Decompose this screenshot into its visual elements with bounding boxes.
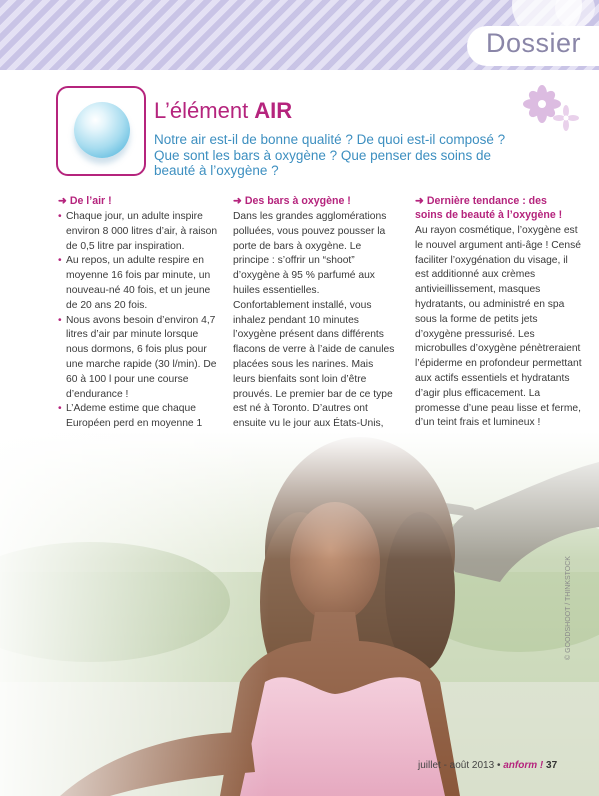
intro-text — [154, 132, 514, 179]
photo-woman-outdoors — [0, 432, 599, 796]
section-label: Dossier — [485, 28, 581, 58]
column-beauty-trend — [415, 194, 583, 431]
list-item: • Au repos, un adulte respire en moyenne 16 fois par minute, un nouveau-né 40 fois, et un jeune de 20 ans 20 fois. — [58, 254, 221, 313]
column-body: Dans les grandes agglomérations polluées, vous pouvez pousser la porte de bars à oxygène. Le principe : s’offrir un “shoot” d’oxygène à 95 % parfumé aux huiles essentielles. Confortablement installé, vous inhalez pendant 10 minutes l’oxygène présent dans différents flacons de verre à l’aide de canules placées sous les narines. Mais leurs bienfaits sont loin d’être prouvés. Le premier bar de ce type est né à Toronto. D’autres ont ensuite vu le jour aux États-Unis, — [233, 211, 395, 430]
list-item: • Nous avons besoin d’environ 4,7 litres d’air par minute lorsque nous dormons, 6 fois plus pour une marche rapide (30 l/min). De 60 à 100 l pour une course d’endurance ! — [58, 314, 221, 403]
intro-line: Que sont les bars à oxygène ? Que penser des soins de — [154, 147, 491, 163]
page-title — [154, 98, 292, 124]
brand-name: anform ! — [503, 760, 544, 771]
page-number: 37 — [546, 760, 558, 771]
intro-line: Notre air est-il de bonne qualité ? De quoi est-il composé ? — [154, 132, 506, 147]
column-heading-line: ➜ Dernière tendance : des — [415, 195, 547, 207]
page-footer — [418, 760, 557, 771]
column-heading-line: soins de beauté à l’oxygène ! — [415, 209, 563, 221]
photo-credit: © GOODSHOOT / THINKSTOCK — [565, 556, 572, 660]
title-prefix: L’élément — [154, 98, 255, 123]
air-bubble-icon — [56, 86, 146, 176]
column-oxygen-bars — [233, 194, 398, 462]
bubble-icon — [74, 102, 130, 158]
photo-illustration — [0, 432, 599, 796]
column-body: Au rayon cosmétique, l’oxygène est le nouvel argument anti-âge ! Censé faciliter l’oxygénation du visage, il est additionné aux crèmes antivieillissement, masques hydratants, ou administré en spa sous la forme de petits jets d’oxygène pressurisé. Les microbulles d’oxygène pénètreraient l’épiderme en profondeur permettant aux actifs essentiels et hydratants d’agir plus efficacement. La promesse d’une peau lisse et ferme, d’un teint frais et lumineux ! — [415, 225, 582, 429]
column-heading: ➜ De l’air ! — [58, 195, 112, 207]
list-item: • L’Ademe estime que chaque Européen perd en moyenne 1 — [58, 402, 221, 461]
intro-line: beauté à l’oxygène ? — [154, 163, 279, 178]
footer-date: juillet - août 2013 • — [418, 760, 504, 771]
flower-icon — [520, 84, 584, 136]
list-item: • Chaque jour, un adulte inspire environ 8 000 litres d’air, à raison de 0,5 litre par inspiration. — [58, 210, 221, 254]
column-heading: ➜ Des bars à oxygène ! — [233, 195, 351, 207]
column-heading — [415, 194, 583, 222]
title-strong: AIR — [254, 98, 293, 123]
